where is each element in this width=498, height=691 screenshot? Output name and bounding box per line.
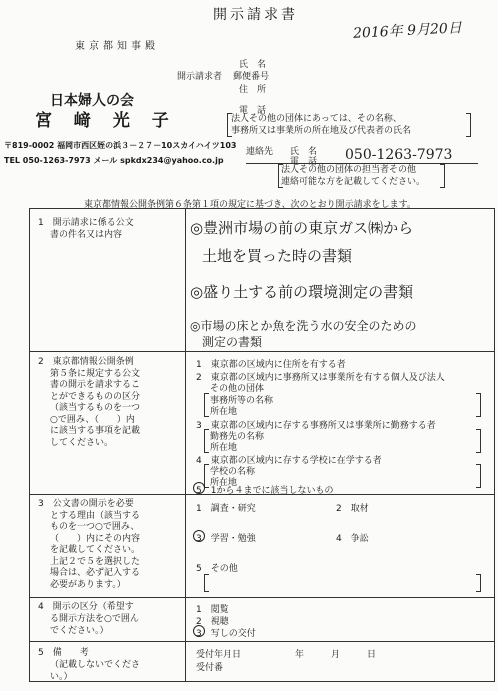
section4-option-1[interactable]: 1 閲覧 [196,605,229,615]
contact-name-label: 氏 名 [290,147,318,157]
bracket-right [476,429,481,453]
note-line: 事務所又は事業所の所在地及び代表者の氏名 [231,126,412,136]
label-line: を記載してください。 [50,545,141,555]
section2-option-5[interactable]: 5 1から４までに該当しないもの [196,486,334,496]
label-line: 書の開示を請求するこ [50,380,141,390]
label-line: 書の件名又は内容 [50,230,123,240]
row-divider [30,597,494,598]
stamp-person-name: 宮 﨑 光 子 [35,111,177,131]
section3-option-1[interactable]: 1 調査・研究 [196,504,256,514]
section4-label [38,601,139,637]
bracket-right [476,393,481,417]
row-divider [30,641,494,642]
label-line: い。） [50,672,73,682]
selected-circle [193,625,205,637]
section2-option-4[interactable]: 4 東京都の区域内に存する学校に在学する者 [196,456,382,466]
label-line: 必要があります。） [50,579,126,590]
note-line: 連絡可能な方を記載してください。 [281,177,426,187]
label-line: 第５条に規定する公文 [50,368,141,379]
contact-label: 連絡先 [246,147,274,157]
label-line: とができるものの区分 [50,391,141,402]
section4-option-3[interactable]: 3 写しの交付 [196,629,256,639]
stamp-address: 〒819-0002 福岡市西区姪の浜３－２７－10スカイハイツ103 [4,141,237,150]
section1-item-1b: 土地を買った時の書類 [202,247,353,265]
bracket-left [278,164,283,188]
label-line: ものを一つ○で囲み、 [50,522,140,532]
label-line: （該当するものを一つ [50,403,141,413]
section3-label [38,499,140,591]
label-line: （ ）内にその内容 [50,533,141,544]
bracket-left [204,393,209,417]
section1-label [38,217,134,241]
contact-phone-label: 電 話 [290,157,318,167]
label-line: （記載しないでくださ [50,660,141,670]
label-line: 2 東京都情報公開条例 [38,357,134,367]
addressee: 東京都知事殿 [75,41,159,52]
section2-school-address-label: 所在地 [210,478,238,488]
note-line: 法人その他の団体の担当者その他 [281,165,417,175]
section2-label [38,357,140,449]
section1-item-3: ◎市場の床とか魚を洗う水の安全のための [190,319,417,333]
section2-school-name-label: 学校の名称 [210,467,256,477]
label-line: 場合は、必ず記入する [50,568,141,578]
label-line: でください。） [50,626,109,636]
section1-item-1: ◎豊洲市場の前の東京ガス㈱から [190,219,414,237]
bracket-right [476,574,481,592]
postal-label: 郵便番号 [233,72,270,82]
label-line: 上記２で５を選択した [50,556,141,567]
bracket-left [204,429,209,453]
section3-option-5[interactable]: 5 その他 [196,564,238,574]
label-line: 4 開示の区分（希望す [38,602,134,612]
contact-note [281,164,425,188]
requester-label: 開示請求者 [177,72,223,82]
name-label: 氏 名 [239,60,267,70]
bracket-left [204,574,209,592]
section2-option-1[interactable]: 1 東京都の区域内に住所を有する者 [196,360,346,370]
phone-label: 電 話 [239,106,267,116]
section2-option-2[interactable]: 2 東京都の区域内に事務所又は事業所を有する個人及び法人 [196,373,445,383]
section3-option-2[interactable]: 2 取材 [336,504,369,514]
section4-option-2[interactable]: 2 視聴 [196,617,229,627]
section2-office-address-label: 所在地 [210,407,238,417]
section2-option-3[interactable]: 3 東京都の区域内に存する事務所又は事業所に勤務する者 [196,421,436,431]
document-title: 開示請求書 [213,7,298,23]
section3-option-3[interactable]: 3 学習・勉強 [196,534,256,544]
section3-option-4[interactable]: 4 争訟 [336,534,369,544]
bracket-right [476,464,481,488]
section2-workplace-address-label: 所在地 [210,443,238,453]
section2-option-2-cont: その他の団体 [210,384,265,394]
bracket-left [227,113,232,137]
row-divider [30,351,494,352]
corporation-note [231,113,411,137]
section2-office-name-label: 事務所等の名称 [210,396,274,406]
column-divider [185,209,186,681]
contact-phone-value: 050-1263-7973 [345,147,453,163]
stamp-organization: 日本婦人の会 [50,93,134,109]
request-table [29,208,495,682]
selected-circle [193,482,205,494]
label-line: 3 公文書の開示を必要 [38,499,134,509]
bracket-right [466,113,471,137]
bracket-right [440,164,445,188]
received-date-label: 受付年月日 年 月 日 [196,650,377,660]
label-line: とする理由（該当する [50,510,141,521]
stamp-tel: TEL 050-1263-7973 メール spkdx234@yahoo.co.jp [4,156,224,165]
label-line: ○で囲み、（ ）内 [50,414,135,425]
address-label: 住 所 [239,85,267,95]
request-date: 2016年 9月20日 [352,20,463,42]
label-line: る開示方法を○で囲ん [50,614,139,624]
section1-item-2: ◎盛り土する前の環境測定の書類 [190,283,414,301]
section2-workplace-name-label: 勤務先の名称 [210,432,265,442]
received-number-label: 受付番 [196,663,224,673]
section1-item-3b: 測定の書類 [202,335,263,349]
label-line: 5 備 考 [38,648,89,658]
section5-label [38,647,140,683]
selected-circle [193,530,205,542]
label-line: に該当する事項を記載 [50,426,141,436]
label-line: 1 開示請求に係る公文 [38,218,134,228]
intro-statement: 東京都情報公開条例第６条第１項の規定に基づき、次のとおり開示請求をします。 [84,200,416,210]
note-line: 法人その他の団体にあっては、その名称、 [231,114,402,124]
label-line: してください。 [50,437,114,448]
